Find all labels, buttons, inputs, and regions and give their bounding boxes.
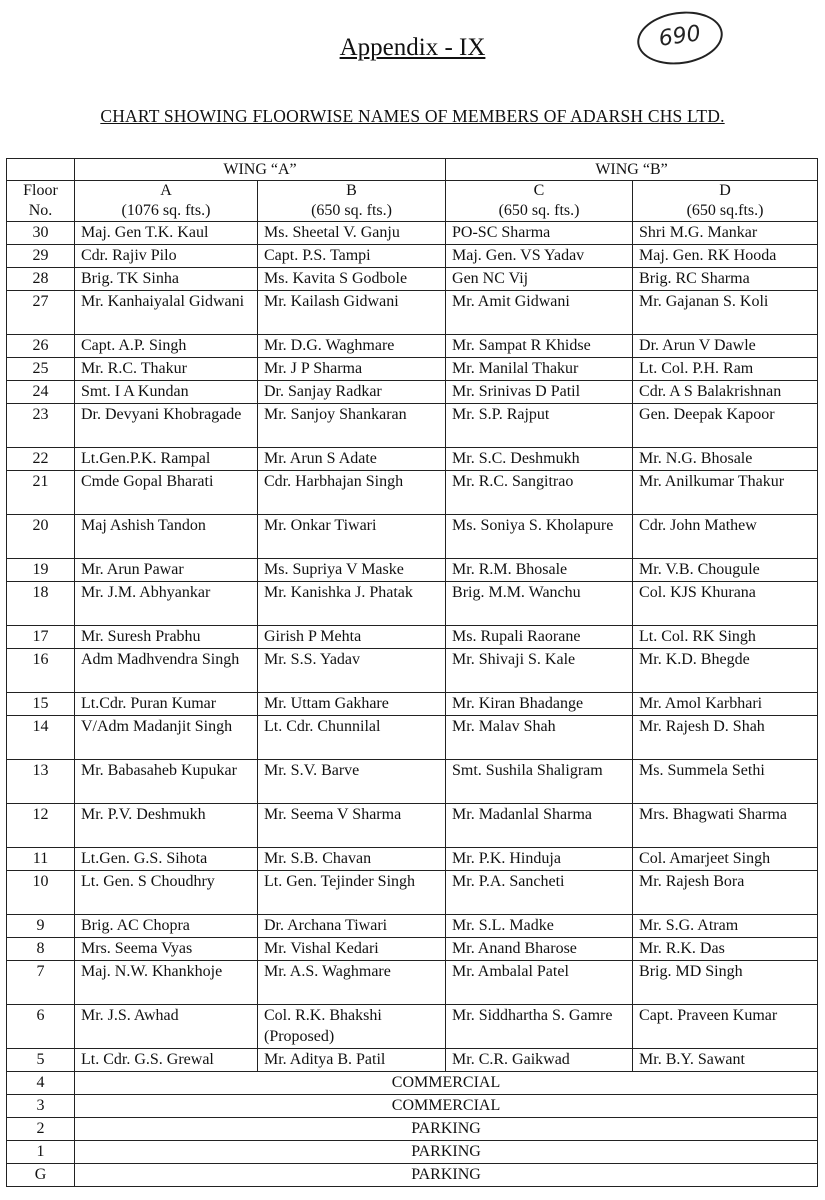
member-name-flat-c: Mr. P.A. Sancheti: [446, 871, 633, 915]
floor-row: [7, 471, 818, 515]
floor-row: [7, 938, 818, 961]
member-name-flat-b: Dr. Sanjay Radkar: [258, 381, 446, 404]
member-name-flat-d: Ms. Summela Sethi: [633, 760, 818, 804]
member-name-flat-a: V/Adm Madanjit Singh: [75, 716, 258, 760]
member-name-flat-a: Lt.Gen.P.K. Rampal: [75, 448, 258, 471]
member-name-flat-d: Mr. V.B. Chougule: [633, 559, 818, 582]
floor-use-label: PARKING: [75, 1141, 818, 1164]
flat-letter: D: [719, 182, 731, 199]
member-name-flat-c: PO-SC Sharma: [446, 222, 633, 245]
member-name-flat-a: Mr. Suresh Prabhu: [75, 626, 258, 649]
member-name-flat-a: Mrs. Seema Vyas: [75, 938, 258, 961]
floor-number: 24: [7, 381, 75, 404]
member-name-flat-a: Mr. J.M. Abhyankar: [75, 582, 258, 626]
member-name-flat-c: Mr. S.P. Rajput: [446, 404, 633, 448]
floor-row: [7, 448, 818, 471]
lower-floor-row: [7, 1072, 818, 1095]
member-name-flat-a: Lt. Cdr. G.S. Grewal: [75, 1049, 258, 1072]
member-name-flat-a: Mr. R.C. Thakur: [75, 358, 258, 381]
flat-letter: C: [533, 182, 545, 199]
member-name-flat-d: Capt. Praveen Kumar: [633, 1005, 818, 1049]
member-name-flat-c: Mr. R.C. Sangitrao: [446, 471, 633, 515]
member-name-flat-a: Mr. Kanhaiyalal Gidwani: [75, 291, 258, 335]
member-name-flat-a: Capt. A.P. Singh: [75, 335, 258, 358]
floor-row: [7, 559, 818, 582]
floor-row: [7, 760, 818, 804]
wing-header-row: [7, 159, 818, 181]
member-name-flat-c: Mr. Ambalal Patel: [446, 961, 633, 1005]
lower-floor-row: [7, 1141, 818, 1164]
member-name-flat-a: Maj. N.W. Khankhoje: [75, 961, 258, 1005]
floor-number: 27: [7, 291, 75, 335]
member-name-flat-a: Mr. Arun Pawar: [75, 559, 258, 582]
member-name-flat-a: Dr. Devyani Khobragade: [75, 404, 258, 448]
member-name-flat-c: Mr. Manilal Thakur: [446, 358, 633, 381]
member-name-flat-c: Mr. P.K. Hinduja: [446, 848, 633, 871]
floor-number: 28: [7, 268, 75, 291]
member-name-flat-d: Mrs. Bhagwati Sharma: [633, 804, 818, 848]
wing-a-header: WING “A”: [75, 159, 446, 181]
members-table: [6, 158, 818, 1187]
floor-number: 1: [7, 1141, 75, 1164]
floor-number: 25: [7, 358, 75, 381]
members-table-body: [7, 159, 818, 1187]
member-name-flat-b: Mr. Aditya B. Patil: [258, 1049, 446, 1072]
floor-header-blank: [7, 159, 75, 181]
member-name-flat-b: Col. R.K. Bhakshi (Proposed): [258, 1005, 446, 1049]
member-name-flat-b: Mr. Uttam Gakhare: [258, 693, 446, 716]
floor-row: [7, 871, 818, 915]
member-name-flat-b: Mr. Kanishka J. Phatak: [258, 582, 446, 626]
member-name-flat-d: Cdr. A S Balakrishnan: [633, 381, 818, 404]
floor-number: 23: [7, 404, 75, 448]
floor-row: [7, 961, 818, 1005]
member-name-flat-a: Mr. Babasaheb Kupukar: [75, 760, 258, 804]
floor-number: 16: [7, 649, 75, 693]
member-name-flat-d: Cdr. John Mathew: [633, 515, 818, 559]
member-name-flat-d: Gen. Deepak Kapoor: [633, 404, 818, 448]
chart-title: CHART SHOWING FLOORWISE NAMES OF MEMBERS OF ADARSH CHS LTD.: [100, 106, 725, 126]
member-name-flat-b: Mr. D.G. Waghmare: [258, 335, 446, 358]
member-name-flat-a: Mr. J.S. Awhad: [75, 1005, 258, 1049]
floor-row: [7, 848, 818, 871]
flat-area: (650 sq. fts.): [498, 202, 580, 219]
floor-number: 22: [7, 448, 75, 471]
floor-number: 11: [7, 848, 75, 871]
member-name-flat-d: Col. Amarjeet Singh: [633, 848, 818, 871]
appendix-title: Appendix - IX: [339, 34, 486, 61]
floor-number: 14: [7, 716, 75, 760]
floor-row: [7, 1005, 818, 1049]
member-name-flat-c: Mr. Srinivas D Patil: [446, 381, 633, 404]
floor-row: [7, 1049, 818, 1072]
member-name-flat-c: Gen NC Vij: [446, 268, 633, 291]
member-name-flat-d: Col. KJS Khurana: [633, 582, 818, 626]
flat-b-header: [258, 181, 446, 222]
floor-row: [7, 716, 818, 760]
floor-row: [7, 404, 818, 448]
handwritten-page-number: 690: [634, 6, 726, 69]
flat-d-header: [633, 181, 818, 222]
member-name-flat-b: Mr. Seema V Sharma: [258, 804, 446, 848]
floor-header-line-2: No.: [28, 202, 53, 219]
floor-row: [7, 626, 818, 649]
member-name-flat-c: Mr. Shivaji S. Kale: [446, 649, 633, 693]
member-name-flat-b: Mr. Vishal Kedari: [258, 938, 446, 961]
floor-number: G: [7, 1164, 75, 1187]
floor-number: 15: [7, 693, 75, 716]
member-name-flat-a: Maj. Gen T.K. Kaul: [75, 222, 258, 245]
floor-use-label: PARKING: [75, 1118, 818, 1141]
floor-number: 3: [7, 1095, 75, 1118]
lower-floor-row: [7, 1118, 818, 1141]
floor-number: 6: [7, 1005, 75, 1049]
member-name-flat-c: Mr. Malav Shah: [446, 716, 633, 760]
member-name-flat-c: Mr. Kiran Bhadange: [446, 693, 633, 716]
member-name-flat-b: Cdr. Harbhajan Singh: [258, 471, 446, 515]
floor-row: [7, 381, 818, 404]
member-name-flat-b: Mr. Onkar Tiwari: [258, 515, 446, 559]
member-name-flat-d: Mr. Rajesh Bora: [633, 871, 818, 915]
floor-row: [7, 582, 818, 626]
member-name-flat-b: Ms. Sheetal V. Ganju: [258, 222, 446, 245]
member-name-flat-c: Mr. C.R. Gaikwad: [446, 1049, 633, 1072]
member-name-flat-a: Adm Madhvendra Singh: [75, 649, 258, 693]
member-name-flat-b: Capt. P.S. Tampi: [258, 245, 446, 268]
member-name-flat-a: Lt.Cdr. Puran Kumar: [75, 693, 258, 716]
member-name-flat-a: Cdr. Rajiv Pilo: [75, 245, 258, 268]
member-name-flat-d: Mr. Gajanan S. Koli: [633, 291, 818, 335]
floor-row: [7, 268, 818, 291]
floor-number: 29: [7, 245, 75, 268]
floor-row: [7, 358, 818, 381]
flat-c-header: [446, 181, 633, 222]
member-name-flat-c: Mr. S.C. Deshmukh: [446, 448, 633, 471]
member-name-flat-c: Mr. Anand Bharose: [446, 938, 633, 961]
member-name-flat-d: Mr. N.G. Bhosale: [633, 448, 818, 471]
member-name-flat-d: Brig. MD Singh: [633, 961, 818, 1005]
flat-area: (650 sq. fts.): [311, 202, 392, 219]
member-name-flat-a: Brig. TK Sinha: [75, 268, 258, 291]
member-name-flat-d: Dr. Arun V Dawle: [633, 335, 818, 358]
floor-row: [7, 693, 818, 716]
member-name-flat-b: Dr. Archana Tiwari: [258, 915, 446, 938]
member-name-flat-a: Mr. P.V. Deshmukh: [75, 804, 258, 848]
floor-use-label: PARKING: [75, 1164, 818, 1187]
member-name-flat-c: Ms. Soniya S. Kholapure: [446, 515, 633, 559]
member-name-flat-d: Mr. Amol Karbhari: [633, 693, 818, 716]
floor-row: [7, 245, 818, 268]
member-name-flat-a: Lt.Gen. G.S. Sihota: [75, 848, 258, 871]
floor-row: [7, 515, 818, 559]
member-name-flat-c: Mr. Sampat R Khidse: [446, 335, 633, 358]
member-name-flat-d: Maj. Gen. RK Hooda: [633, 245, 818, 268]
floor-header-line-1: Floor: [23, 182, 58, 199]
member-name-flat-c: Mr. R.M. Bhosale: [446, 559, 633, 582]
floor-number: 30: [7, 222, 75, 245]
member-name-flat-a: Brig. AC Chopra: [75, 915, 258, 938]
member-name-flat-c: Mr. Siddhartha S. Gamre: [446, 1005, 633, 1049]
member-name-flat-c: Mr. Amit Gidwani: [446, 291, 633, 335]
floor-row: [7, 804, 818, 848]
floor-header: [7, 181, 75, 222]
floor-use-label: COMMERCIAL: [75, 1072, 818, 1095]
member-name-flat-b: Mr. J P Sharma: [258, 358, 446, 381]
flat-area: (650 sq.fts.): [686, 202, 764, 219]
wing-b-header: WING “B”: [446, 159, 818, 181]
floor-row: [7, 222, 818, 245]
member-name-flat-c: Maj. Gen. VS Yadav: [446, 245, 633, 268]
member-name-flat-b: Ms. Supriya V Maske: [258, 559, 446, 582]
member-name-flat-b: Mr. S.V. Barve: [258, 760, 446, 804]
flat-area: (1076 sq. fts.): [121, 202, 211, 219]
member-name-flat-c: Smt. Sushila Shaligram: [446, 760, 633, 804]
member-name-flat-b: Mr. A.S. Waghmare: [258, 961, 446, 1005]
floor-number: 2: [7, 1118, 75, 1141]
floor-number: 20: [7, 515, 75, 559]
floor-number: 4: [7, 1072, 75, 1095]
floor-number: 13: [7, 760, 75, 804]
member-name-flat-d: Mr. R.K. Das: [633, 938, 818, 961]
floor-use-label: COMMERCIAL: [75, 1095, 818, 1118]
member-name-flat-d: Mr. Anilkumar Thakur: [633, 471, 818, 515]
floor-number: 10: [7, 871, 75, 915]
floor-number: 19: [7, 559, 75, 582]
member-name-flat-c: Mr. S.L. Madke: [446, 915, 633, 938]
flat-letter: B: [346, 182, 357, 199]
member-name-flat-c: Ms. Rupali Raorane: [446, 626, 633, 649]
flat-a-header: [75, 181, 258, 222]
floor-number: 7: [7, 961, 75, 1005]
member-name-flat-a: Maj Ashish Tandon: [75, 515, 258, 559]
floor-number: 9: [7, 915, 75, 938]
member-name-flat-a: Smt. I A Kundan: [75, 381, 258, 404]
floor-number: 12: [7, 804, 75, 848]
member-name-flat-d: Brig. RC Sharma: [633, 268, 818, 291]
member-name-flat-d: Lt. Col. RK Singh: [633, 626, 818, 649]
flat-header-row: [7, 181, 818, 222]
member-name-flat-b: Ms. Kavita S Godbole: [258, 268, 446, 291]
floor-row: [7, 649, 818, 693]
member-name-flat-d: Mr. K.D. Bhegde: [633, 649, 818, 693]
flat-letter: A: [160, 182, 172, 199]
floor-number: 5: [7, 1049, 75, 1072]
floor-number: 26: [7, 335, 75, 358]
member-name-flat-c: Brig. M.M. Wanchu: [446, 582, 633, 626]
lower-floor-row: [7, 1164, 818, 1187]
member-name-flat-a: Cmde Gopal Bharati: [75, 471, 258, 515]
member-name-flat-d: Mr. B.Y. Sawant: [633, 1049, 818, 1072]
lower-floor-row: [7, 1095, 818, 1118]
floor-number: 18: [7, 582, 75, 626]
member-name-flat-b: Mr. Kailash Gidwani: [258, 291, 446, 335]
member-name-flat-b: Lt. Gen. Tejinder Singh: [258, 871, 446, 915]
member-name-flat-d: Lt. Col. P.H. Ram: [633, 358, 818, 381]
member-name-flat-c: Mr. Madanlal Sharma: [446, 804, 633, 848]
floor-row: [7, 291, 818, 335]
floor-number: 8: [7, 938, 75, 961]
member-name-flat-b: Mr. S.B. Chavan: [258, 848, 446, 871]
member-name-flat-b: Mr. Arun S Adate: [258, 448, 446, 471]
floor-row: [7, 335, 818, 358]
member-name-flat-d: Mr. S.G. Atram: [633, 915, 818, 938]
floor-number: 21: [7, 471, 75, 515]
member-name-flat-b: Mr. Sanjoy Shankaran: [258, 404, 446, 448]
member-name-flat-b: Girish P Mehta: [258, 626, 446, 649]
member-name-flat-b: Mr. S.S. Yadav: [258, 649, 446, 693]
member-name-flat-d: Mr. Rajesh D. Shah: [633, 716, 818, 760]
floor-row: [7, 915, 818, 938]
member-name-flat-a: Lt. Gen. S Choudhry: [75, 871, 258, 915]
member-name-flat-d: Shri M.G. Mankar: [633, 222, 818, 245]
member-name-flat-b: Lt. Cdr. Chunnilal: [258, 716, 446, 760]
floor-number: 17: [7, 626, 75, 649]
